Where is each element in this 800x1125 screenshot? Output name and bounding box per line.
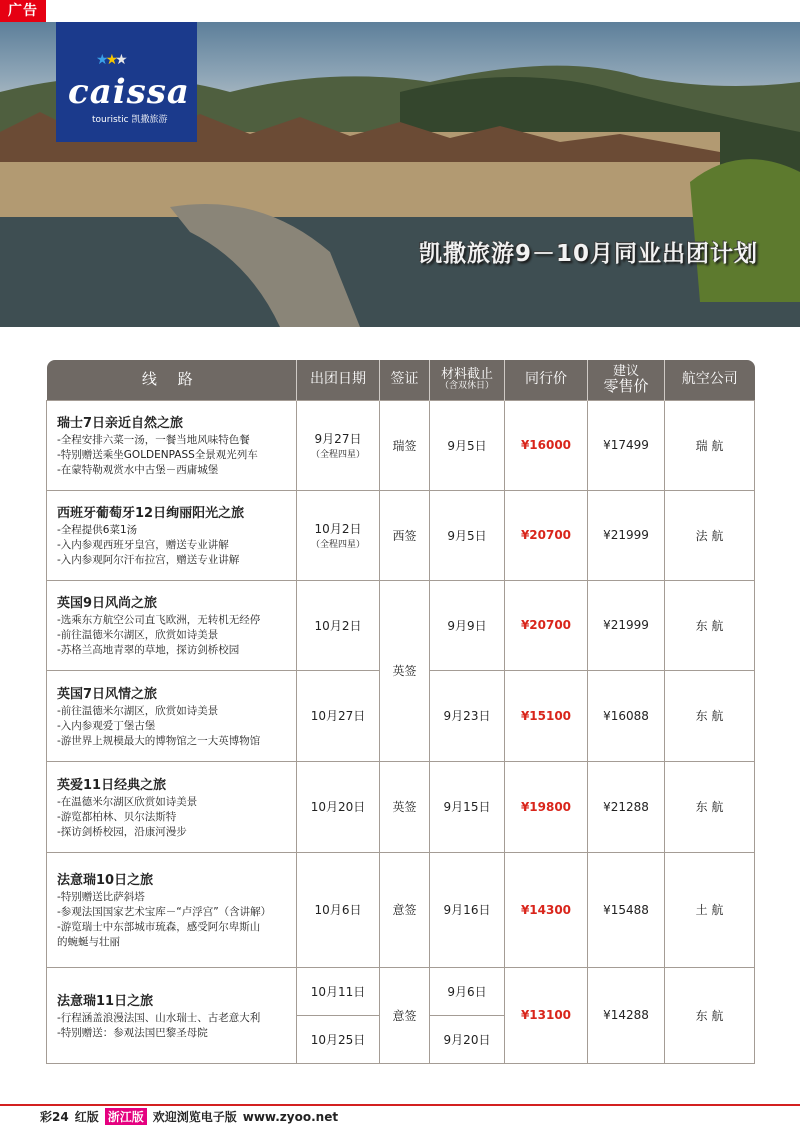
footer-edition: 红版	[74, 1110, 99, 1124]
header-route: 线 路	[47, 360, 297, 400]
route-line: -入内参观阿尔汗布拉宫，赠送专业讲解	[57, 554, 240, 566]
header-material-deadline	[430, 360, 505, 400]
route-line: -入内参观西班牙皇宫，赠送专业讲解	[57, 539, 229, 551]
route-line: -特别赠送乘坐GOLDENPASS全景观光列车	[57, 449, 258, 461]
trade-price-cell: ¥15100	[505, 670, 588, 761]
deadline-cell: 9月5日	[430, 490, 505, 580]
date-cell: 10月27日	[297, 670, 380, 761]
route-title: 英国9日风尚之旅	[57, 596, 158, 611]
airline-cell: 东 航	[665, 670, 755, 761]
trade-price-cell: ¥20700	[505, 580, 588, 670]
logo-subtitle: touristic 凯撒旅游	[92, 115, 168, 125]
logo-stars-icon: ★★★	[96, 52, 125, 68]
trade-price-cell: ¥13100	[505, 967, 588, 1063]
route-line: -探访剑桥校园，沿康河漫步	[57, 825, 187, 838]
deadline-cell: 9月23日	[430, 670, 505, 761]
route-line: -全程提供6菜1汤	[57, 524, 138, 536]
visa-cell: 英签	[380, 761, 430, 852]
table-row	[47, 852, 755, 967]
route-cell	[47, 852, 297, 967]
ad-tag: 广告	[0, 0, 46, 22]
header-date: 出团日期	[297, 360, 380, 400]
visa-cell: 英签	[380, 580, 430, 761]
route-cell	[47, 400, 297, 490]
route-line: -游览都柏林、贝尔法斯特	[57, 810, 177, 823]
footer-text	[40, 1108, 338, 1125]
header-material-note: （含双休日）	[439, 380, 494, 391]
retail-price-cell: ¥15488	[588, 852, 665, 967]
route-line: -选乘东方航空公司直飞欧洲，无转机无经停	[57, 614, 261, 626]
route-line: -游世界上规模最大的博物馆之一大英博物馆	[57, 734, 261, 747]
header-retail-price	[588, 360, 665, 400]
visa-cell: 意签	[380, 852, 430, 967]
footer-divider	[0, 1104, 800, 1106]
route-line: 的蜿蜒与壮丽	[57, 936, 120, 948]
footer-url-link[interactable]: www.zyoo.net	[242, 1109, 339, 1124]
route-line: -全程安排六菜一汤，一餐当地风味特色餐	[57, 434, 250, 446]
route-title: 瑞士7日亲近自然之旅	[57, 416, 184, 431]
route-line: -入内参观爱丁堡古堡	[57, 719, 156, 732]
header-retail-label-2: 零售价	[603, 376, 649, 395]
trade-price-cell: ¥16000	[505, 400, 588, 490]
date-cell: 10月20日	[297, 761, 380, 852]
retail-price-cell: ¥21288	[588, 761, 665, 852]
footer-slogan: 欢迎浏览电子版	[152, 1110, 237, 1124]
visa-cell: 意签	[380, 967, 430, 1063]
deadline-cell: 9月5日	[430, 400, 505, 490]
footer-region-tag: 浙江版	[105, 1108, 147, 1125]
date-cell: 10月25日	[297, 1015, 380, 1063]
airline-cell: 东 航	[665, 761, 755, 852]
logo-name: caissa	[68, 72, 190, 112]
route-title: 法意瑞11日之旅	[57, 993, 154, 1009]
date-value: 9月27日	[314, 432, 362, 446]
caissa-logo	[56, 22, 197, 142]
table-row	[47, 761, 755, 852]
airline-cell: 土 航	[665, 852, 755, 967]
table-row	[47, 400, 755, 490]
page-footer	[0, 1104, 800, 1123]
route-cell	[47, 490, 297, 580]
date-cell: 10月11日	[297, 967, 380, 1015]
date-cell: 10月2日	[297, 580, 380, 670]
date-note: （全程四星）	[310, 540, 365, 550]
deadline-cell: 9月20日	[430, 1015, 505, 1063]
river	[0, 217, 800, 327]
header-visa: 签证	[380, 360, 430, 400]
hero-title: 凯撒旅游9－10月同业出团计划	[418, 241, 758, 267]
tour-schedule-table	[46, 360, 755, 1064]
route-line: -前往温德米尔湖区，欣赏如诗美景	[57, 629, 219, 641]
trade-price-cell: ¥14300	[505, 852, 588, 967]
retail-price-cell: ¥14288	[588, 967, 665, 1063]
route-title: 法意瑞10日之旅	[57, 873, 154, 888]
route-line: -游览瑞士中东部城市琉森，感受阿尔卑斯山	[57, 921, 261, 933]
date-value: 10月2日	[314, 522, 362, 536]
date-note: （全程四星）	[310, 450, 365, 460]
table-row	[47, 580, 755, 670]
tree	[690, 159, 800, 302]
route-line: -苏格兰高地青翠的草地，探访剑桥校园	[57, 644, 240, 656]
visa-cell: 西签	[380, 490, 430, 580]
date-cell: 10月6日	[297, 852, 380, 967]
visa-cell: 瑞签	[380, 400, 430, 490]
airline-cell: 瑞 航	[665, 400, 755, 490]
airline-cell: 东 航	[665, 580, 755, 670]
route-cell	[47, 761, 297, 852]
date-cell	[297, 400, 380, 490]
route-line: -参观法国国家艺术宝库－“卢浮宫”（含讲解）	[57, 906, 272, 918]
route-title: 英爱11日经典之旅	[57, 777, 167, 793]
deadline-cell: 9月15日	[430, 761, 505, 852]
route-line: -在温德米尔湖区欣赏如诗美景	[57, 795, 198, 808]
route-title: 英国7日风情之旅	[57, 686, 158, 702]
header-trade-price: 同行价	[505, 360, 588, 400]
header-airline: 航空公司	[665, 360, 755, 400]
date-cell	[297, 490, 380, 580]
footer-page: 彩24	[40, 1110, 69, 1124]
table-row	[47, 967, 755, 1015]
deadline-cell: 9月6日	[430, 967, 505, 1015]
trade-price-cell: ¥19800	[505, 761, 588, 852]
header-material-label: 材料截止	[440, 367, 493, 383]
trade-price-cell: ¥20700	[505, 490, 588, 580]
route-line: -在蒙特勒观赏水中古堡－西庸城堡	[57, 464, 219, 476]
retail-price-cell: ¥21999	[588, 490, 665, 580]
route-line: -前往温德米尔湖区，欣赏如诗美景	[57, 704, 219, 717]
airline-cell: 法 航	[665, 490, 755, 580]
route-line: -特别赠送比萨斜塔	[57, 891, 145, 903]
airline-cell: 东 航	[665, 967, 755, 1063]
retail-price-cell: ¥21999	[588, 580, 665, 670]
hero-banner	[0, 22, 800, 327]
retail-price-cell: ¥16088	[588, 670, 665, 761]
table-row	[47, 490, 755, 580]
route-line: -特别赠送：参观法国巴黎圣母院	[57, 1026, 208, 1039]
route-cell	[47, 967, 297, 1063]
route-title: 西班牙葡萄牙12日绚丽阳光之旅	[57, 506, 245, 521]
route-cell	[47, 580, 297, 670]
route-cell	[47, 670, 297, 761]
deadline-cell: 9月16日	[430, 852, 505, 967]
route-line: -行程涵盖浪漫法国、山水瑞士、古老意大利	[57, 1011, 261, 1024]
table-header-row	[47, 360, 755, 400]
header-retail-label-1: 建议	[612, 364, 639, 380]
deadline-cell: 9月9日	[430, 580, 505, 670]
retail-price-cell: ¥17499	[588, 400, 665, 490]
